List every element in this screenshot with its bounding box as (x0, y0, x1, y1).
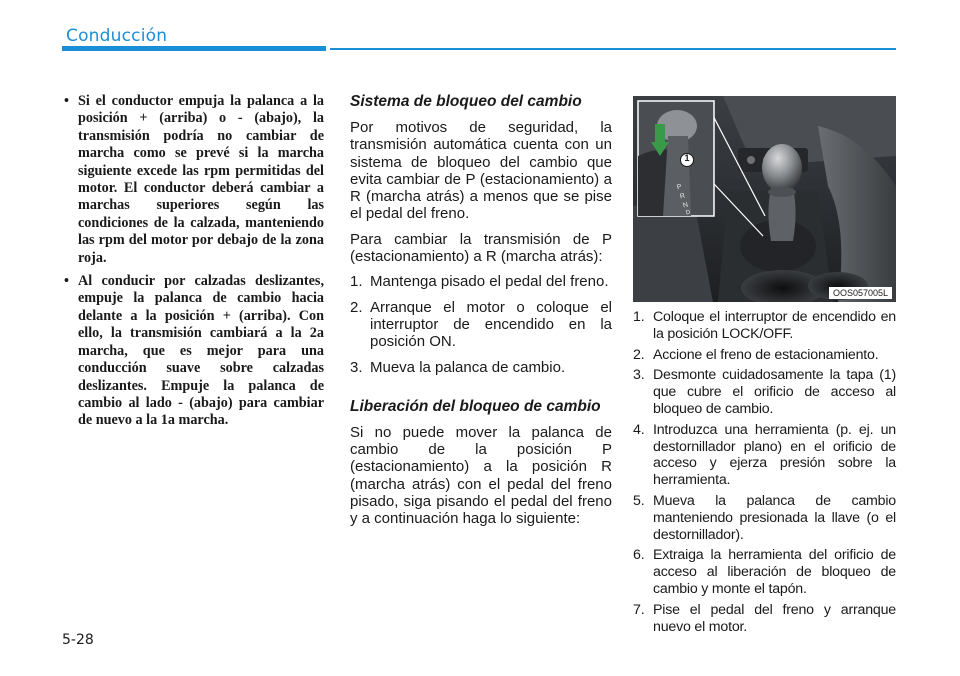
shift-lever-illustration (633, 96, 896, 302)
bullet-item: • Si el conductor empuja la palanca a la posición + (arriba) o - (abajo), la transmisión podría no cambiar de marcha como se prevé si la marcha siguiente excede las rpm permitidas del motor. El conductor deberá cambiar a marchas superiores según las condiciones de la calzada, manteniendo las rpm del motor por debajo de la zona roja. (62, 93, 324, 267)
section-heading-shift-lock-release: Liberación del bloqueo de cambio (350, 397, 601, 415)
step-item: 7. Pise el pedal del freno y arranque nuevo el motor. (633, 601, 896, 635)
paragraph: Por motivos de seguridad, la transmisión automática cuenta con un sistema de bloqueo del cambio que evita cambiar de P (estacionamiento) a R (marcha atrás) a menos que se pise el pedal del freno. (350, 119, 612, 223)
middle-column (350, 93, 612, 536)
page-number: 5-28 (62, 632, 94, 648)
header-bar-thick (62, 46, 326, 51)
step-item: 3. Mueva la palanca de cambio. (350, 358, 566, 376)
step-item: 5. Mueva la palanca de cambio manteniendo presionada la llave (o el destornillador). (633, 492, 896, 543)
callout-number: 1 (684, 153, 690, 163)
step-item: 2. Arranque el motor o coloque el interruptor de encendido en la posición ON. (350, 298, 612, 351)
figure-code: OOS057005L (829, 287, 892, 299)
step-item: 2. Accione el freno de estacionamiento. (633, 346, 879, 363)
left-column (62, 93, 324, 436)
steps-list (350, 273, 612, 375)
bullet-list (62, 93, 324, 430)
right-column (633, 309, 896, 639)
step-item: 3. Desmonte cuidadosamente la tapa (1) que cubre el orificio de acceso al bloqueo de cambio. (633, 367, 896, 417)
header-bar-thin (330, 48, 896, 50)
step-item: 1. Coloque el interruptor de encendido en la posición LOCK/OFF. (633, 309, 896, 342)
gear-letter-n: N (682, 201, 689, 210)
paragraph: Para cambiar la transmisión de P (estacionamiento) a R (marcha atrás): (350, 230, 612, 266)
paragraph: Si no puede mover la palanca de cambio de la posición P (estacionamiento) a la posición R (marcha atrás) con el pedal del freno pisado, siga pisando el pedal del freno y a continuación haga lo siguiente: (350, 423, 612, 528)
step-item: 4. Introduzca una herramienta (p. ej. un destornillador plano) en el orificio de acceso y ejerza presión sobre la herramienta. (633, 421, 896, 489)
step-item: 1. Mantenga pisado el pedal del freno. (350, 273, 609, 291)
section-title: Conducción (66, 26, 168, 46)
bullet-item: • Al conducir por calzadas deslizantes, empuje la palanca de cambio hacia delante a la posición + (arriba). Con ello, la transmisión cambiará a la 2a marcha, que es mejor para una conducción suave sobre calzadas deslizantes. Empuje la palanca de cambio al lado - (abajo) para cambiar de nuevo a la 1a marcha. (62, 273, 324, 430)
gear-letter-p: P (676, 183, 683, 192)
shift-lever-photo (633, 96, 896, 302)
gear-letter-d: D (685, 209, 692, 217)
release-steps-list (633, 309, 896, 635)
gear-letter-r: R (679, 192, 686, 201)
step-item: 6. Extraiga la herramienta del orificio de acceso al liberación de bloqueo de cambio y monte el tapón. (633, 547, 896, 597)
section-heading-shift-lock: Sistema de bloqueo del cambio (350, 93, 582, 110)
